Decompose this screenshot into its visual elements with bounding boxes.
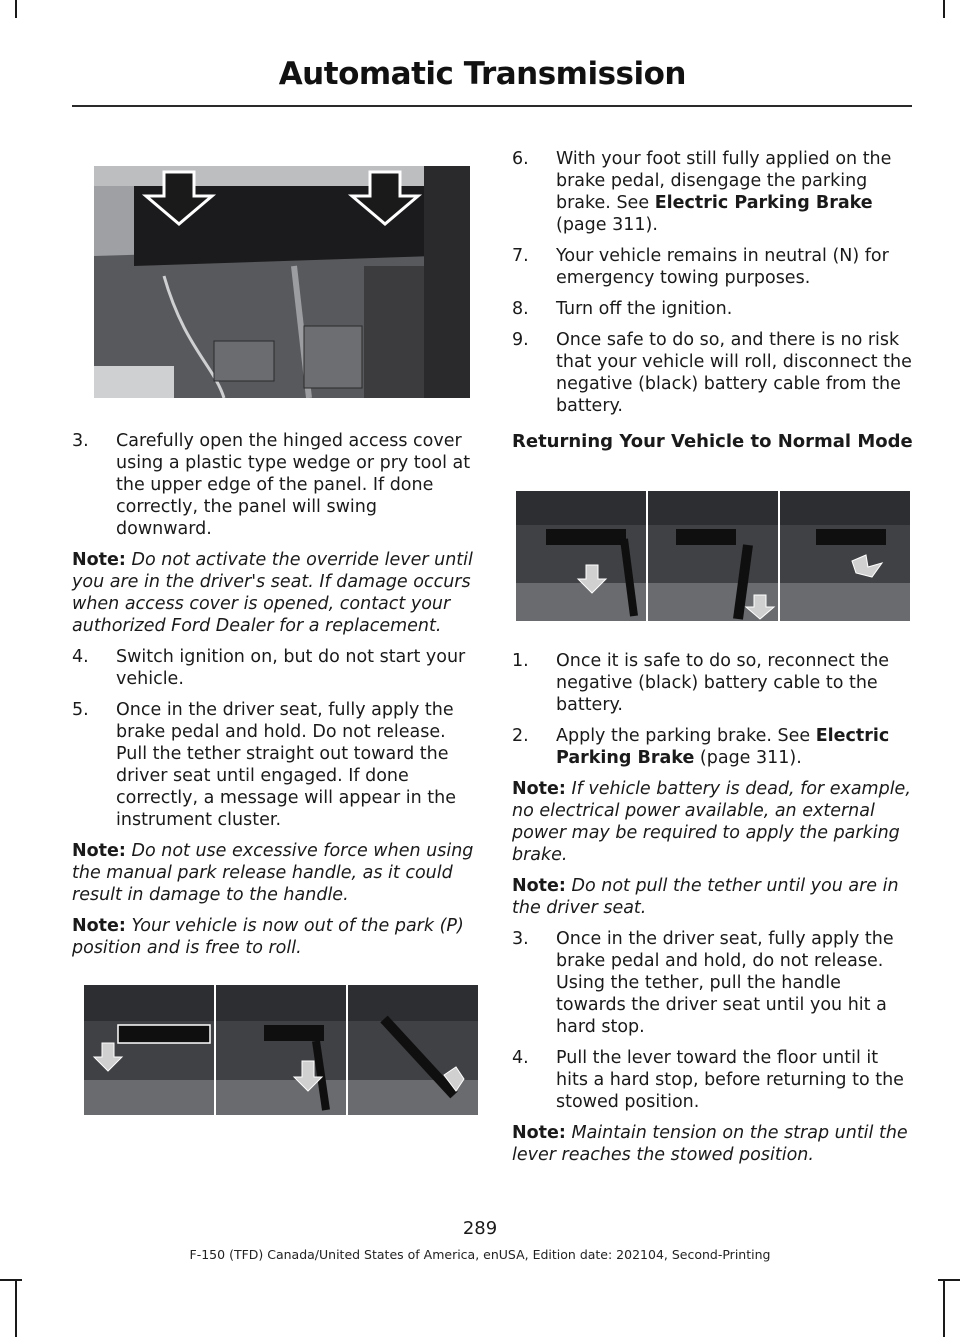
figure-stow-sequence — [516, 491, 910, 621]
crop-mark — [0, 1279, 22, 1281]
note-tether — [512, 875, 914, 919]
page-number: 289 — [462, 1218, 498, 1239]
note-text: Do not use excessive force when using the manual park release handle, as it could result in damage to the handle. — [72, 841, 474, 905]
cross-reference-link[interactable]: Electric Parking Brake — [556, 726, 890, 768]
see-text: See — [616, 193, 650, 213]
note-label: Note: — [72, 841, 126, 861]
left-column — [72, 430, 474, 968]
step-number: 3. — [512, 929, 529, 949]
step-text: Pull the lever toward the floor until it hits a hard stop, before returning to the stowed position. — [556, 1048, 904, 1112]
step-number: 2. — [512, 726, 529, 746]
step-text: Carefully open the hinged access cover using a plastic type wedge or pry tool at the upper edge of the panel. If done correctly, the panel will swing downward. — [116, 431, 471, 539]
step-text: Turn off the ignition. — [556, 299, 733, 319]
crop-mark — [15, 1281, 17, 1337]
step-text: Once in the driver seat, fully apply the brake pedal and hold, do not release. Using the tether, pull the handle towards the driver seat until you hit a hard stop. — [556, 929, 894, 1037]
note-maintain-tension — [512, 1122, 914, 1166]
note-label: Note: — [72, 916, 126, 936]
step-number: 9. — [512, 330, 529, 350]
step-4 — [72, 646, 474, 690]
note-text: If vehicle battery is dead, for example, no electrical power available, an external power may be required to apply the parking brake. — [512, 779, 911, 865]
step-text: Once it is safe to do so, reconnect the negative (black) battery cable to the battery. — [556, 651, 890, 715]
see-text: See — [777, 726, 811, 746]
crop-mark — [943, 1281, 945, 1337]
note-text: Your vehicle is now out of the park (P) position and is free to roll. — [72, 916, 464, 958]
return-step-4 — [512, 1047, 914, 1113]
step-text: Once safe to do so, and there is no risk that your vehicle will roll, disconnect the negative (black) battery cable from the battery. — [556, 330, 912, 416]
note-text: Maintain tension on the strap until the lever reaches the stowed position. — [512, 1123, 908, 1165]
step-text: Once in the driver seat, fully apply the brake pedal and hold. Do not release. Pull the tether straight out toward the driver seat until engaged. If done correctly, a message will appear in the instrument cluster. — [116, 700, 457, 830]
step-text: Switch ignition on, but do not start your vehicle. — [116, 647, 466, 689]
return-step-1 — [512, 650, 914, 716]
page-reference: (page 311). — [556, 215, 658, 235]
figure-access-cover — [94, 166, 470, 398]
step-8 — [512, 298, 914, 320]
step-number: 6. — [512, 149, 529, 169]
note-excessive-force — [72, 840, 474, 906]
note-free-to-roll — [72, 915, 474, 959]
step-number: 8. — [512, 299, 529, 319]
note-override-lever — [72, 549, 474, 637]
note-label: Note: — [512, 1123, 566, 1143]
step-5 — [72, 699, 474, 831]
crop-mark — [943, 0, 945, 18]
section-heading: Returning Your Vehicle to Normal Mode — [512, 431, 913, 452]
step-number: 4. — [512, 1048, 529, 1068]
step-number: 3. — [72, 431, 89, 451]
return-step-3 — [512, 928, 914, 1038]
step-text: With your foot still fully applied on the brake pedal, disengage the parking brake. — [556, 149, 892, 213]
header-divider — [72, 105, 912, 107]
note-label: Note: — [72, 550, 126, 570]
note-dead-battery — [512, 778, 914, 866]
note-text: Do not pull the tether until you are in the driver seat. — [512, 876, 899, 918]
crop-mark — [938, 1279, 960, 1281]
note-text: Do not activate the override lever until you are in the driver's seat. If damage occurs when access cover is opened, contact your authorized Ford Dealer for a replacement. — [72, 550, 473, 636]
step-number: 4. — [72, 647, 89, 667]
step-9 — [512, 329, 914, 417]
right-column-lower — [512, 650, 914, 1175]
step-6 — [512, 148, 914, 236]
step-number: 5. — [72, 700, 89, 720]
cross-reference-link[interactable]: Electric Parking Brake — [654, 193, 873, 213]
step-3 — [72, 430, 474, 540]
page-title: Automatic Transmission — [278, 56, 686, 92]
step-text: Apply the parking brake. — [556, 726, 772, 746]
note-label: Note: — [512, 779, 566, 799]
step-text: Your vehicle remains in neutral (N) for emergency towing purposes. — [556, 246, 889, 288]
note-label: Note: — [512, 876, 566, 896]
return-step-2 — [512, 725, 914, 769]
crop-mark — [15, 0, 17, 18]
footer-edition-info: F-150 (TFD) Canada/United States of America, enUSA, Edition date: 202104, Second-Printing — [189, 1247, 771, 1262]
right-column-upper — [512, 148, 914, 465]
figure-release-sequence — [84, 985, 478, 1115]
step-number: 7. — [512, 246, 529, 266]
step-number: 1. — [512, 651, 529, 671]
page-reference: (page 311). — [699, 748, 802, 768]
step-7 — [512, 245, 914, 289]
